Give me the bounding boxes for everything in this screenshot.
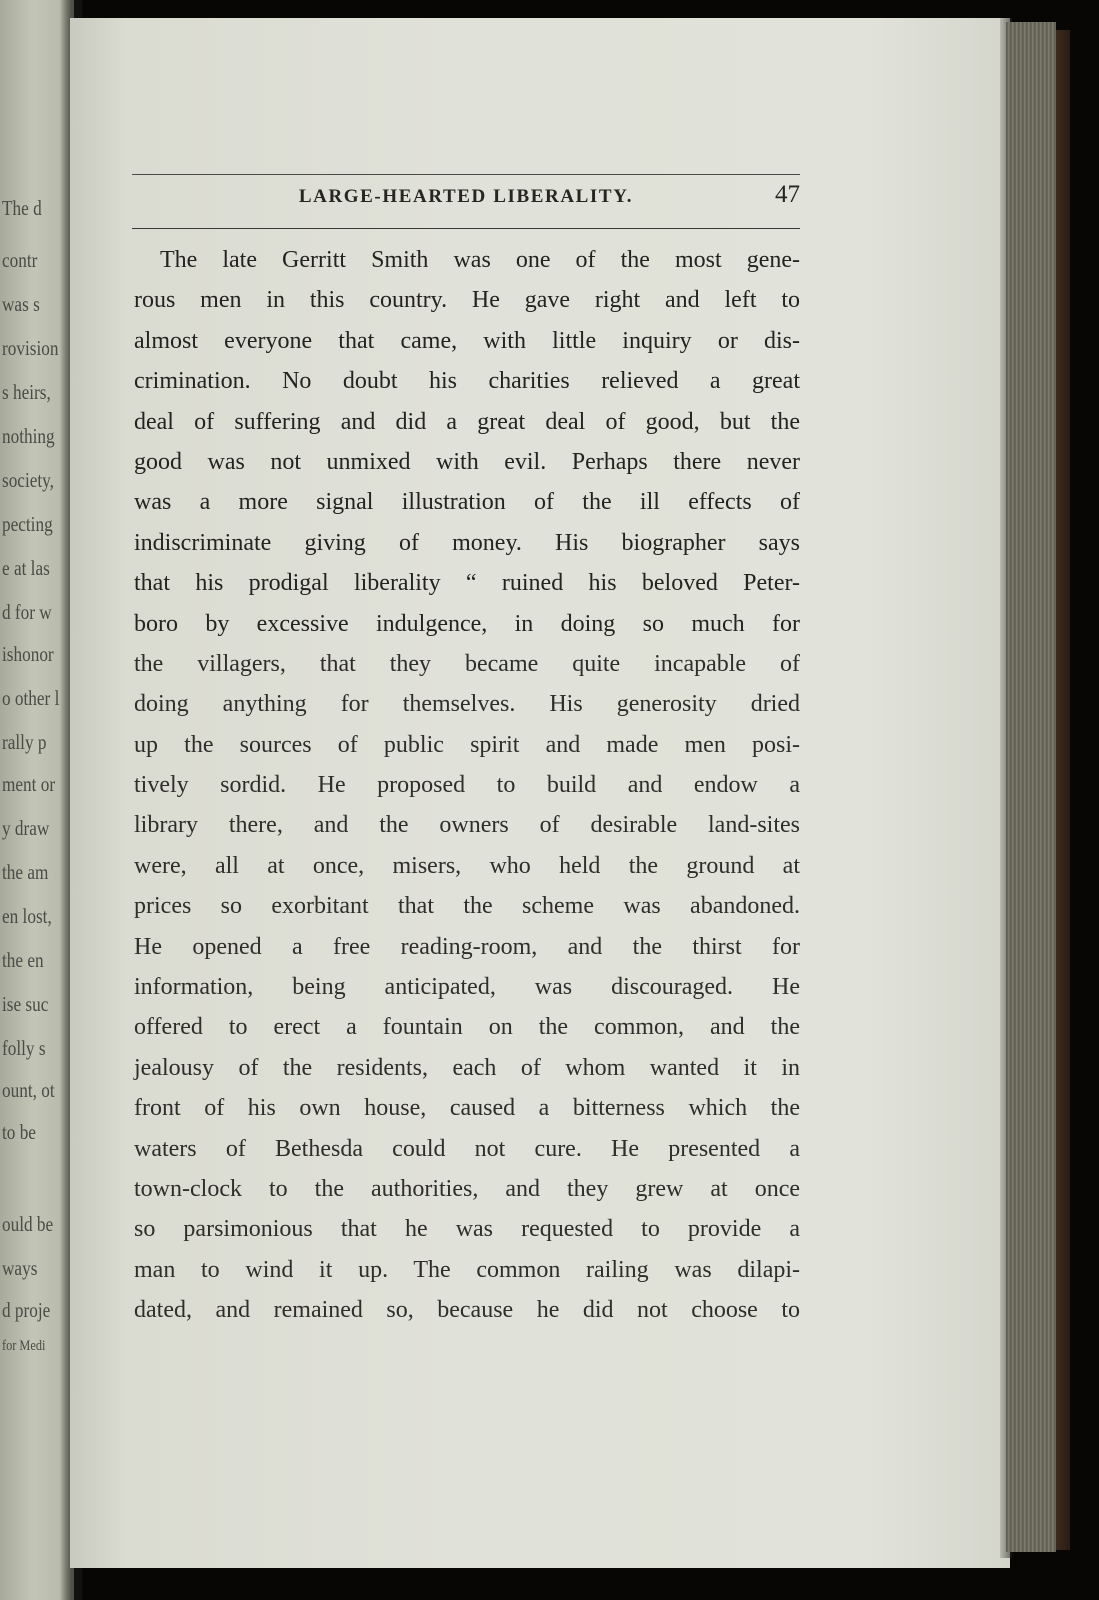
facing-page-text: ount, ot [2,1078,55,1102]
text-line: almost everyone that came, with little inquiry or dis- [134,327,800,354]
text-line: waters of Bethesda could not cure. He presented a [134,1135,800,1162]
facing-page-text: ise suc [2,992,49,1016]
facing-page-text: to be [2,1120,36,1144]
text-line: good was not unmixed with evil. Perhaps there never [134,448,800,475]
facing-page-text: for Medi [2,1338,46,1354]
facing-page-text: contr [2,248,38,272]
text-line: The late Gerritt Smith was one of the most gene- [160,247,800,273]
facing-page-text: en lost, [2,904,52,928]
text-line: were, all at once, misers, who held the ground at [134,852,800,879]
text-line: He opened a free reading-room, and the thirst for [134,933,800,960]
text-line: information, being anticipated, was discouraged. He [134,974,800,1001]
text-line: jealousy of the residents, each of whom wanted it in [134,1054,800,1081]
page-block-edges [1006,22,1056,1552]
facing-page-text: pecting [2,512,53,536]
facing-page-text: s heirs, [2,380,51,404]
text-line: town-clock to the authorities, and they grew at once [134,1175,800,1202]
text-line: the villagers, that they became quite incapable of [134,650,800,677]
facing-page-text: rovision [2,336,59,360]
text-line: rous men in this country. He gave right and left to [134,287,800,314]
text-line: dated, and remained so, because he did not choose to [134,1297,800,1324]
body-text [134,240,800,1331]
facing-page-text: ishonor [2,642,54,666]
text-line: front of his own house, caused a bitterness which the [134,1095,800,1122]
facing-page-text: was s [2,292,40,316]
text-line: prices so exorbitant that the scheme was abandoned. [134,893,800,920]
facing-page-text: the en [2,948,44,972]
facing-page-text: rally p [2,730,47,754]
text-line: that his prodigal liberality “ ruined his beloved Peter- [134,570,800,597]
text-line: doing anything for themselves. His generosity dried [134,691,800,718]
text-line: crimination. No doubt his charities relieved a great [134,368,800,395]
facing-page-text: the am [2,860,49,884]
facing-page-text: nothing [2,424,55,448]
text-line: deal of suffering and did a great deal of good, but the [134,408,800,435]
text-line: man to wind it up. The common railing was dilapi- [134,1256,800,1283]
header-rule-bottom [132,228,800,229]
text-line: up the sources of public spirit and made men posi- [134,731,800,758]
facing-page-text: e at las [2,556,50,580]
text-line: indiscriminate giving of money. His biographer says [134,529,800,556]
header-rule-top [132,174,800,175]
facing-page-text: ways [2,1256,38,1280]
page-number: 47 [775,181,800,208]
text-line: library there, and the owners of desirable land-sites [134,812,800,839]
facing-page-text: ould be [2,1212,54,1236]
running-title: LARGE-HEARTED LIBERALITY. [298,186,634,207]
text-line: so parsimonious that he was requested to provide a [134,1216,800,1243]
facing-page-text: The d [2,196,42,220]
text-line: offered to erect a fountain on the common, and the [134,1014,800,1041]
facing-page-text: folly s [2,1036,46,1060]
facing-page-text: o other l [2,686,60,710]
book-cover-edge [1056,30,1070,1550]
facing-page-text: ment or [2,772,56,796]
facing-page-text: d for w [2,600,52,624]
text-line: was a more signal illustration of the ill effects of [134,489,800,516]
text-line: tively sordid. He proposed to build and endow a [134,772,800,799]
facing-page-text: y draw [2,816,50,840]
text-line: boro by excessive indulgence, in doing so much for [134,610,800,637]
facing-page-text: society, [2,468,54,492]
facing-page-text: d proje [2,1298,51,1322]
